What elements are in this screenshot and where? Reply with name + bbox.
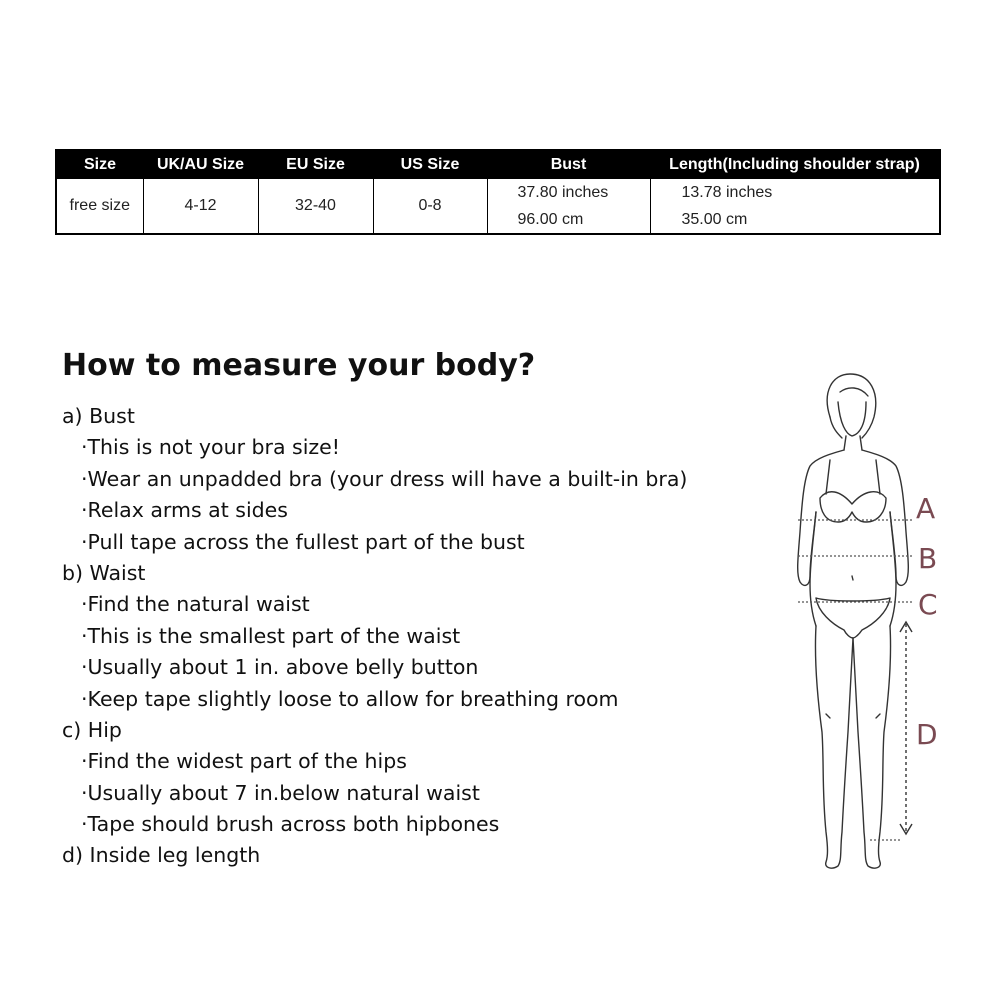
guide-tip: ·Relax arms at sides — [81, 498, 288, 523]
length-cm: 35.00 cm — [681, 211, 748, 228]
cell-bust — [487, 179, 650, 235]
guide-tip: ·Usually about 1 in. above belly button — [81, 655, 479, 680]
length-inches: 13.78 inches — [681, 184, 773, 201]
figure-label-b: B — [918, 542, 938, 575]
bust-inches: 37.80 inches — [517, 184, 609, 201]
measure-guide-title: How to measure your body? — [62, 348, 536, 383]
measurement-lines — [798, 520, 914, 840]
body-outline — [798, 374, 909, 868]
header-size: Size — [56, 150, 143, 179]
guide-tip: ·Tape should brush across both hipbones — [81, 812, 500, 837]
length-arrow — [900, 622, 912, 834]
cell-length — [650, 179, 940, 235]
guide-tip: ·Usually about 7 in.below natural waist — [81, 780, 480, 805]
header-eu-size: EU Size — [258, 150, 373, 179]
guide-tip: ·Pull tape across the fullest part of the bust — [81, 529, 525, 554]
header-uk-au-size: UK/AU Size — [143, 150, 258, 179]
table-row — [56, 179, 940, 235]
guide-tip: ·Wear an unpadded bra (your dress will have a built-in bra) — [81, 466, 688, 491]
figure-label-d: D — [916, 718, 938, 751]
measure-guide-list — [62, 401, 687, 872]
size-chart-table — [55, 149, 941, 235]
guide-tip: ·This is the smallest part of the waist — [81, 623, 461, 648]
header-length: Length(Including shoulder strap) — [650, 150, 940, 179]
cell-uk-au-size: 4-12 — [143, 179, 258, 235]
body-measurement-figure — [770, 362, 960, 882]
cell-size: free size — [56, 179, 143, 235]
guide-tip: ·Keep tape slightly loose to allow for breathing room — [81, 686, 619, 711]
header-us-size: US Size — [373, 150, 487, 179]
guide-section-heading: c) Hip — [62, 717, 122, 742]
figure-label-a: A — [916, 492, 936, 525]
guide-tip: ·Find the widest part of the hips — [81, 749, 407, 774]
cell-eu-size: 32-40 — [258, 179, 373, 235]
guide-section-heading: a) Bust — [62, 404, 135, 428]
guide-section-heading: b) Waist — [62, 560, 146, 585]
figure-label-c: C — [918, 588, 938, 621]
header-bust: Bust — [487, 150, 650, 179]
guide-tip: ·Find the natural waist — [81, 592, 310, 617]
guide-section-heading: d) Inside leg length — [62, 843, 261, 868]
bust-cm: 96.00 cm — [517, 211, 584, 228]
cell-us-size: 0-8 — [373, 179, 487, 235]
size-chart-header-row — [56, 150, 940, 179]
guide-tip: ·This is not your bra size! — [81, 435, 341, 460]
